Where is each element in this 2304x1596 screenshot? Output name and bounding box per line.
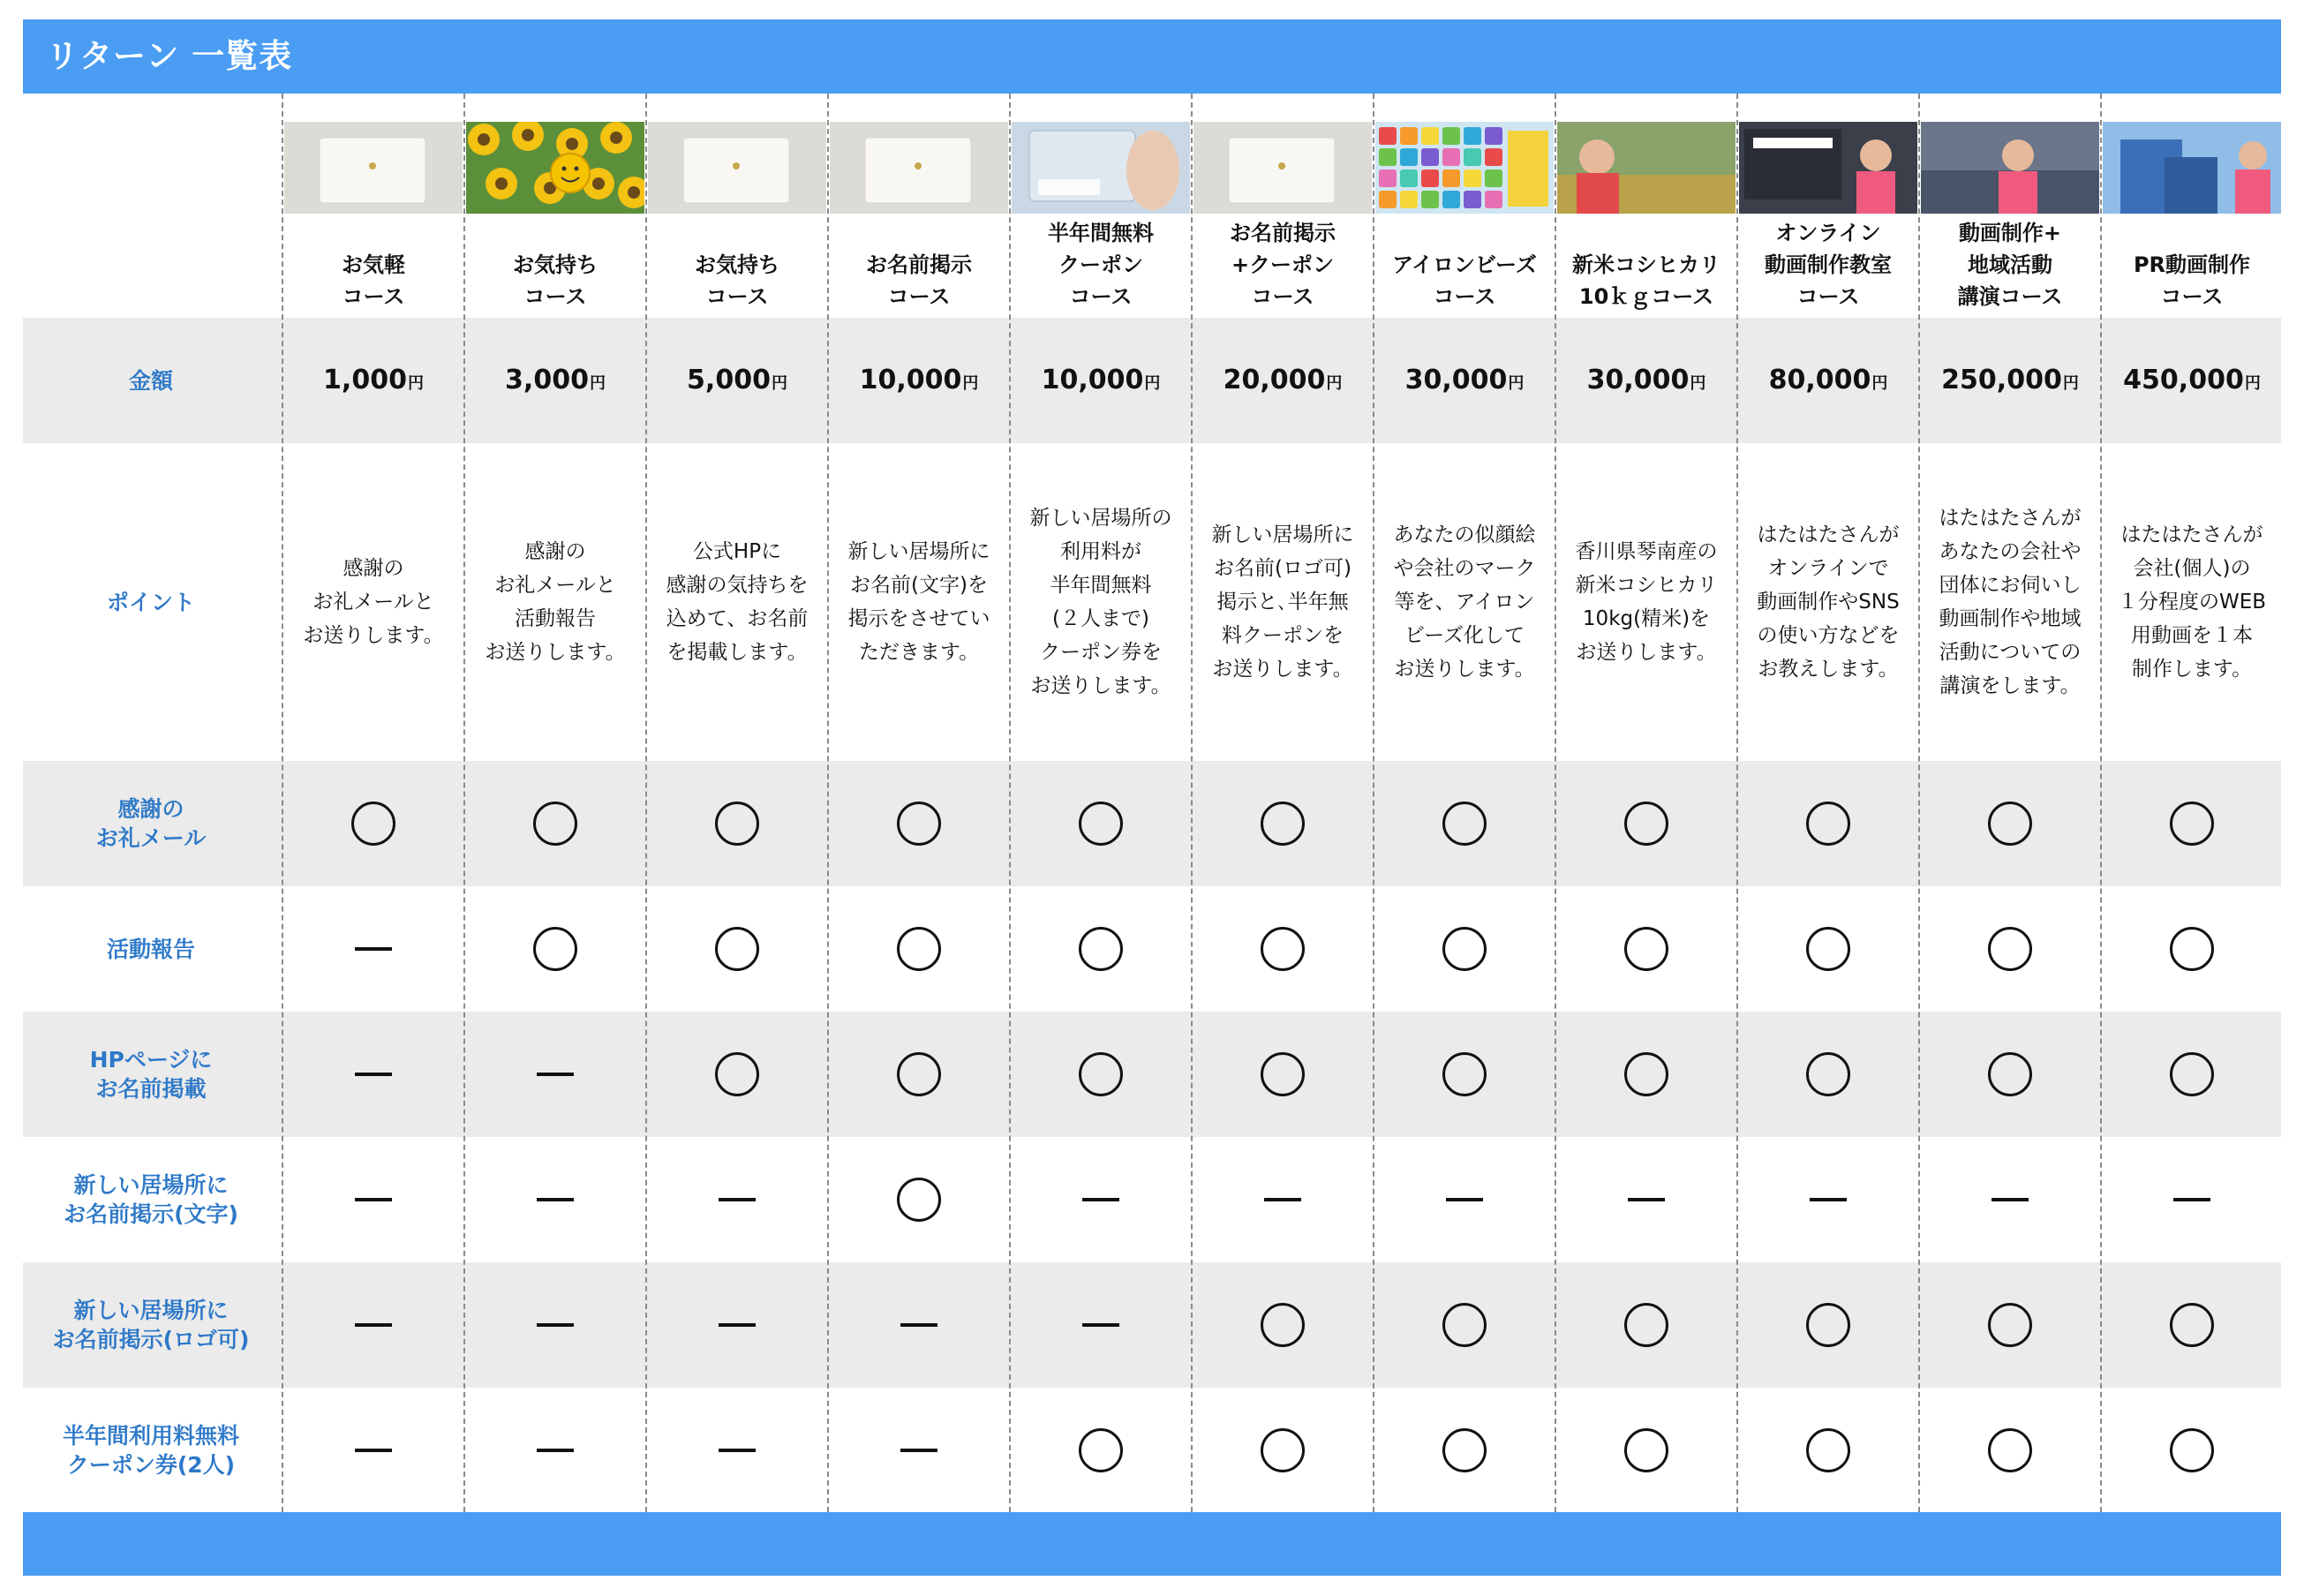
iron-beads-photo <box>1375 122 1554 214</box>
feature-cell <box>2101 1262 2283 1388</box>
rice-field-photo <box>1557 122 1736 214</box>
included-circle-icon <box>1079 927 1123 971</box>
included-circle-icon <box>1988 927 2032 971</box>
included-circle-icon <box>1442 802 1487 846</box>
not-included-dash-icon <box>1082 1198 1119 1201</box>
feature-cell <box>1010 1137 1192 1262</box>
page-title: リターン 一覧表 <box>46 37 293 75</box>
feature-cell <box>646 1262 828 1388</box>
not-included-dash-icon <box>1992 1198 2029 1201</box>
not-included-dash-icon <box>355 1323 392 1327</box>
feature-cell <box>1010 761 1192 886</box>
included-circle-icon <box>1442 1428 1487 1472</box>
currency-label: 円 <box>407 374 424 393</box>
currency-label: 円 <box>589 374 606 393</box>
feature-cell <box>1737 1262 1919 1388</box>
feature-cell <box>464 886 646 1012</box>
sunflower-photo <box>466 122 644 214</box>
course-name: アイロンビーズ コース <box>1392 252 1537 309</box>
course-name: 動画制作+ 地域活動 講演コース <box>1957 221 2063 309</box>
lecture-photo <box>1921 122 2099 214</box>
course-point: はたはたさんが オンラインで 動画制作やSNS の使い方などを お教えします。 <box>1757 523 1900 681</box>
course-name: お名前掲示 +クーポン コース <box>1230 221 1336 309</box>
course-price <box>1919 349 2101 410</box>
price-value: 30,000 <box>1586 364 1690 395</box>
price-value: 1,000 <box>323 364 407 395</box>
not-included-dash-icon <box>1810 1198 1847 1201</box>
price-value: 250,000 <box>1941 364 2062 395</box>
included-circle-icon <box>2170 1052 2214 1096</box>
course-name: お気持ち コース <box>695 252 779 309</box>
row-label-price: 金額 <box>128 367 173 394</box>
not-included-dash-icon <box>1446 1198 1483 1201</box>
row-label-point: ポイント <box>106 589 195 615</box>
row-label-feature: 新しい居場所に お名前掲示(文字) <box>64 1172 238 1227</box>
price-value: 10,000 <box>1041 364 1144 395</box>
included-circle-icon <box>533 927 577 971</box>
feature-cell <box>1374 1137 1555 1262</box>
course-point: あなたの似顔絵 や会社のマーク 等を、アイロン ビーズ化して お送りします。 <box>1393 523 1536 681</box>
feature-cell <box>828 1012 1010 1137</box>
feature-cell <box>464 761 646 886</box>
included-circle-icon <box>1988 802 2032 846</box>
not-included-dash-icon <box>1628 1198 1665 1201</box>
price-value: 3,000 <box>505 364 589 395</box>
feature-cell <box>1555 1137 1737 1262</box>
course-price <box>646 349 828 410</box>
included-circle-icon <box>1624 802 1668 846</box>
feature-cell <box>464 1012 646 1137</box>
course-price <box>1010 349 1192 410</box>
feature-cell <box>282 1137 464 1262</box>
row-label-feature: HPページに お名前掲載 <box>89 1047 213 1102</box>
feature-cell <box>1919 1388 2101 1513</box>
feature-cell <box>464 1137 646 1262</box>
included-circle-icon <box>1261 1303 1305 1347</box>
included-circle-icon <box>1261 1052 1305 1096</box>
course-name: お気持ち コース <box>513 252 598 309</box>
feature-cell <box>1737 1137 1919 1262</box>
included-circle-icon <box>2170 802 2214 846</box>
feature-cell <box>282 1012 464 1137</box>
price-value: 20,000 <box>1223 364 1326 395</box>
course-point: はたはたさんが 会社(個人)の １分程度のWEB 用動画を１本 制作します。 <box>2117 523 2267 681</box>
header-bar <box>23 19 2281 94</box>
feature-cell <box>1192 1012 1374 1137</box>
included-circle-icon <box>897 927 941 971</box>
course-point: はたはたさんが あなたの会社や 団体にお伺いし 動画制作や地域 活動についての 講演をします。 <box>1939 507 2082 697</box>
not-included-dash-icon <box>355 947 392 951</box>
course-name: PR動画制作 コース <box>2133 252 2251 309</box>
feature-cell <box>1555 886 1737 1012</box>
feature-cell <box>1555 761 1737 886</box>
feature-cell <box>1010 1262 1192 1388</box>
online-class-photo <box>1739 122 1917 214</box>
feature-cell <box>282 1262 464 1388</box>
feature-cell <box>282 886 464 1012</box>
currency-label: 円 <box>2244 374 2261 393</box>
course-point: 香川県琴南産の 新米コシヒカリ 10kg(精米)を お送りします。 <box>1575 540 1718 664</box>
feature-cell <box>646 1137 828 1262</box>
included-circle-icon <box>1624 927 1668 971</box>
feature-cell <box>1555 1012 1737 1137</box>
course-price <box>1555 349 1737 410</box>
not-included-dash-icon <box>900 1323 937 1327</box>
price-value: 80,000 <box>1768 364 1871 395</box>
price-value: 30,000 <box>1404 364 1508 395</box>
course-name: お名前掲示 コース <box>866 252 972 309</box>
row-label-feature: 新しい居場所に お名前掲示(ロゴ可) <box>52 1298 250 1352</box>
included-circle-icon <box>1442 927 1487 971</box>
feature-cell <box>1192 1388 1374 1513</box>
feature-cell <box>2101 1388 2283 1513</box>
not-included-dash-icon <box>355 1449 392 1452</box>
included-circle-icon <box>1442 1303 1487 1347</box>
included-circle-icon <box>1079 1052 1123 1096</box>
feature-cell <box>1010 1388 1192 1513</box>
not-included-dash-icon <box>900 1449 937 1452</box>
included-circle-icon <box>2170 927 2214 971</box>
feature-cell <box>828 886 1010 1012</box>
feature-cell <box>1919 761 2101 886</box>
included-circle-icon <box>715 802 759 846</box>
included-circle-icon <box>1988 1052 2032 1096</box>
included-circle-icon <box>1079 1428 1123 1472</box>
thank-you-card-photo <box>284 122 463 214</box>
coupon-photo <box>1012 122 1190 214</box>
included-circle-icon <box>1806 927 1850 971</box>
included-circle-icon <box>1624 1428 1668 1472</box>
currency-label: 円 <box>1508 374 1525 393</box>
thank-you-card-photo <box>1193 122 1372 214</box>
feature-cell <box>828 1388 1010 1513</box>
feature-cell <box>282 1388 464 1513</box>
included-circle-icon <box>1442 1052 1487 1096</box>
feature-cell <box>464 1262 646 1388</box>
feature-cell <box>1919 1262 2101 1388</box>
not-included-dash-icon <box>537 1449 574 1452</box>
course-point: 新しい居場所に お名前(文字)を 掲示をさせてい ただきます。 <box>847 540 990 664</box>
course-point: 公式HPに 感謝の気持ちを 込めて、お名前 を掲載します。 <box>666 540 809 664</box>
feature-cell <box>646 761 828 886</box>
feature-cell <box>828 1262 1010 1388</box>
included-circle-icon <box>1988 1428 2032 1472</box>
price-value: 5,000 <box>687 364 771 395</box>
included-circle-icon <box>1806 1303 1850 1347</box>
feature-cell <box>1919 1012 2101 1137</box>
not-included-dash-icon <box>355 1198 392 1201</box>
included-circle-icon <box>897 1178 941 1222</box>
currency-label: 円 <box>1326 374 1343 393</box>
feature-cell <box>1737 1388 1919 1513</box>
not-included-dash-icon <box>537 1073 574 1076</box>
included-circle-icon <box>351 802 395 846</box>
feature-cell <box>1374 1012 1555 1137</box>
feature-cell <box>1919 1137 2101 1262</box>
feature-cell <box>646 1012 828 1137</box>
currency-label: 円 <box>2062 374 2079 393</box>
currency-label: 円 <box>771 374 787 393</box>
currency-label: 円 <box>1690 374 1706 393</box>
price-value: 10,000 <box>859 364 962 395</box>
included-circle-icon <box>2170 1428 2214 1472</box>
included-circle-icon <box>2170 1303 2214 1347</box>
currency-label: 円 <box>962 374 979 393</box>
course-price <box>828 349 1010 410</box>
included-circle-icon <box>897 802 941 846</box>
not-included-dash-icon <box>537 1198 574 1201</box>
row-label-feature: 感謝の お礼メール <box>95 796 207 851</box>
row-label-feature: 半年間利用料無料 クーポン券(2人) <box>62 1423 239 1478</box>
feature-cell <box>1010 1012 1192 1137</box>
included-circle-icon <box>1261 802 1305 846</box>
not-included-dash-icon <box>719 1449 756 1452</box>
course-name: お気軽 コース <box>342 252 405 309</box>
feature-cell <box>2101 761 2283 886</box>
feature-cell <box>1555 1388 1737 1513</box>
feature-cell <box>282 761 464 886</box>
thank-you-card-photo <box>648 122 826 214</box>
included-circle-icon <box>1806 802 1850 846</box>
not-included-dash-icon <box>2173 1198 2210 1201</box>
included-circle-icon <box>1624 1303 1668 1347</box>
feature-cell <box>1737 886 1919 1012</box>
feature-cell <box>2101 1137 2283 1262</box>
included-circle-icon <box>1988 1303 2032 1347</box>
course-price <box>464 349 646 410</box>
feature-cell <box>828 761 1010 886</box>
included-circle-icon <box>1261 927 1305 971</box>
feature-cell <box>1192 886 1374 1012</box>
feature-cell <box>1919 886 2101 1012</box>
feature-cell <box>1374 761 1555 886</box>
course-price <box>1192 349 1374 410</box>
course-price <box>1374 349 1555 410</box>
not-included-dash-icon <box>355 1073 392 1076</box>
course-price <box>282 349 464 410</box>
currency-label: 円 <box>1144 374 1161 393</box>
course-name: オンライン 動画制作教室 コース <box>1765 221 1892 309</box>
thank-you-card-photo <box>830 122 1008 214</box>
course-price <box>2101 349 2283 410</box>
included-circle-icon <box>1261 1428 1305 1472</box>
course-point: 感謝の お礼メールと お送りします。 <box>303 557 444 647</box>
feature-cell <box>464 1388 646 1513</box>
course-name: 半年間無料 クーポン コース <box>1048 221 1154 309</box>
feature-cell <box>1737 1012 1919 1137</box>
course-name: 新米コシヒカリ 10ｋｇコース <box>1572 252 1720 309</box>
feature-cell <box>1374 1388 1555 1513</box>
included-circle-icon <box>897 1052 941 1096</box>
included-circle-icon <box>715 927 759 971</box>
course-point: 新しい居場所の 利用料が 半年間無料 (２人まで) クーポン券を お送りします。 <box>1029 507 1172 697</box>
feature-cell <box>646 1388 828 1513</box>
price-value: 450,000 <box>2123 364 2244 395</box>
included-circle-icon <box>1806 1052 1850 1096</box>
not-included-dash-icon <box>719 1323 756 1327</box>
included-circle-icon <box>533 802 577 846</box>
not-included-dash-icon <box>537 1323 574 1327</box>
not-included-dash-icon <box>1082 1323 1119 1327</box>
course-point: 感謝の お礼メールと 活動報告 お送りします。 <box>485 540 626 664</box>
included-circle-icon <box>1079 802 1123 846</box>
footer-bar <box>23 1512 2281 1576</box>
feature-cell <box>2101 886 2283 1012</box>
row-label-feature: 活動報告 <box>106 936 195 962</box>
feature-cell <box>1374 886 1555 1012</box>
not-included-dash-icon <box>1264 1198 1301 1201</box>
feature-cell <box>1555 1262 1737 1388</box>
drone-photo <box>2103 122 2281 214</box>
currency-label: 円 <box>1871 374 1888 393</box>
feature-cell <box>1010 886 1192 1012</box>
included-circle-icon <box>715 1052 759 1096</box>
feature-cell <box>1374 1262 1555 1388</box>
feature-cell <box>1192 761 1374 886</box>
feature-cell <box>828 1137 1010 1262</box>
course-price <box>1737 349 1919 410</box>
included-circle-icon <box>1624 1052 1668 1096</box>
not-included-dash-icon <box>719 1198 756 1201</box>
course-point: 新しい居場所に お名前(ロゴ可) 掲示と､半年無 料クーポンを お送りします。 <box>1211 523 1354 681</box>
feature-cell <box>1737 761 1919 886</box>
feature-cell <box>2101 1012 2283 1137</box>
feature-cell <box>1192 1262 1374 1388</box>
feature-cell <box>646 886 828 1012</box>
feature-cell <box>1192 1137 1374 1262</box>
included-circle-icon <box>1806 1428 1850 1472</box>
